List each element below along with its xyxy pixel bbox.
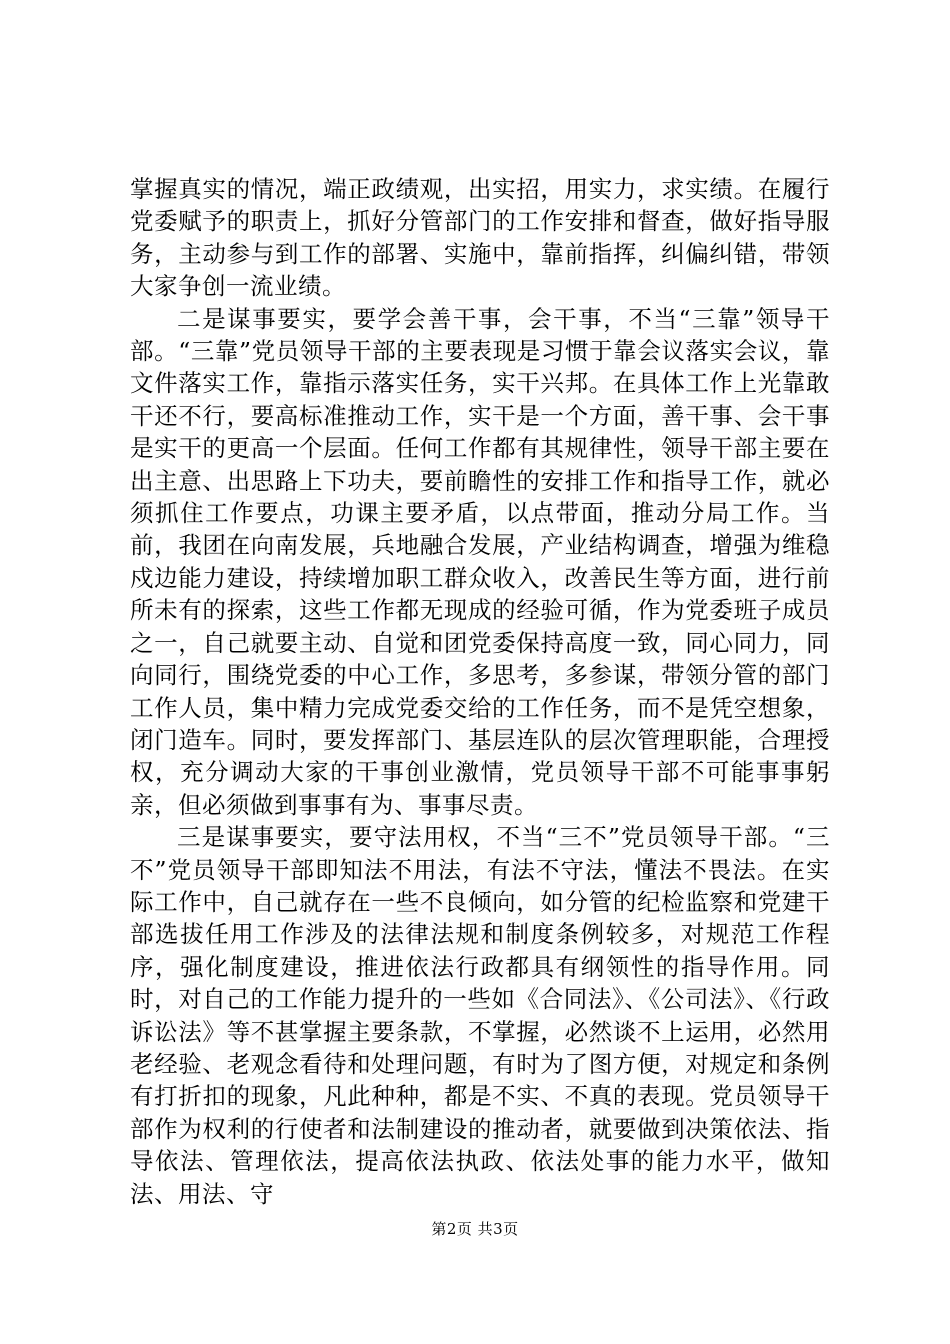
paragraph-second-point: 二是谋事要实，要学会善干事，会干事，不当“三靠”领导干部。“三靠”党员领导干部的主要表现是习惯于靠会议落实会议，靠文件落实工作，靠指示落实任务，实干兴邦。在具体工作上光靠敢干还不行，要高标准推动工作，实干是一个方面，善干事、会干事是实干的更高一个层面。任何工作都有其规律性，领导干部主要在出主意、出思路上下功夫，要前瞻性的安排工作和指导工作，就必须抓住工作要点，功课主要矛盾，以点带面，推动分局工作。当前，我团在向南发展，兵地融合发展，产业结构调查，增强为维稳戍边能力建设，持续增加职工群众收入，改善民生等方面，进行前所未有的探索，这些工作都无现成的经验可循，作为党委班子成员之一，自己就要主动、自觉和团党委保持高度一致，同心同力，同向同行，围绕党委的中心工作，多思考，多参谋，带领分管的部门工作人员，集中精力完成党委交给的工作任务，而不是凭空想象，闭门造车。同时，要发挥部门、基层连队的层次管理职能，合理授权，充分调动大家的干事创业激情，党员领导干部不可能事事躬亲，但必须做到事事有为、事事尽责。 — [130, 304, 830, 819]
page-number-footer: 第2页 共3页 — [431, 1220, 519, 1238]
paragraph-continuation: 掌握真实的情况，端正政绩观，出实招，用实力，求实绩。在履行党委赋予的职责上，抓好分管部门的工作安排和督查，做好指导服务，主动参与到工作的部署、实施中，靠前指挥，纠偏纠错，带领大家争创一流业绩。 — [130, 175, 830, 301]
document-body — [130, 173, 830, 1210]
paragraph-third-point: 三是谋事要实，要守法用权，不当“三不”党员领导干部。“三不”党员领导干部即知法不用法，有法不守法，懂法不畏法。在实际工作中，自己就存在一些不良倾向，如分管的纪检监察和党建干部选拔任用工作涉及的法律法规和制度条例较多，对规范工作程序，强化制度建设，推进依法行政都具有纲领性的指导作用。同时，对自己的工作能力提升的一些如《合同法》、《公司法》、《行政诉讼法》等不甚掌握主要条款，不掌握，必然谈不上运用，必然用老经验、老观念看待和处理问题，有时为了图方便，对规定和条例有打折扣的现象，凡此种种，都是不实、不真的表现。党员领导干部作为权利的行使者和法制建设的推动者，就要做到决策依法、指导依法、管理依法，提高依法执政、依法处事的能力水平，做知法、用法、守 — [130, 823, 830, 1208]
